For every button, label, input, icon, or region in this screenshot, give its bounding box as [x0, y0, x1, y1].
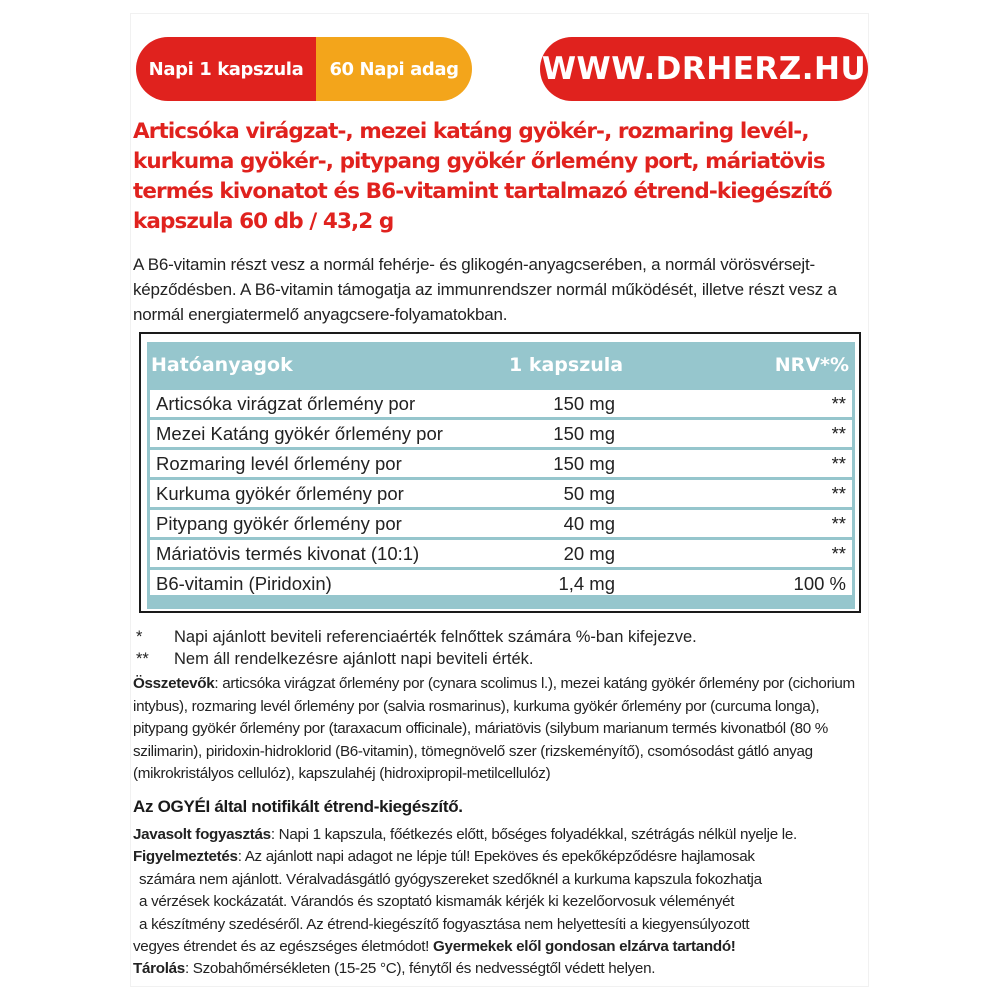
- storage-paragraph: [133, 958, 863, 980]
- row-name: B6-vitamin (Piridoxin): [156, 573, 332, 594]
- footnote-text: Napi ajánlott beviteli referenciaérték felnőttek számára %-ban kifejezve.: [174, 628, 697, 646]
- row-amount: 20 mg: [563, 543, 615, 564]
- table-row: [150, 390, 852, 417]
- row-amount: 150 mg: [553, 393, 615, 414]
- row-amount: 50 mg: [563, 483, 615, 504]
- dosage-text: : Napi 1 kapszula, főétkezés előtt, bőséges folyadékkal, szétrágás nélkül nyelje le.: [270, 826, 797, 843]
- ingredients-paragraph: [133, 673, 863, 786]
- product-title: Articsóka virágzat-, mezei katáng gyökér-, rozmaring levél-, kurkuma gyökér-, pitypang gyökér őrlemény port, máriatövis termés kivonatot és B6-vitamint tartalmazó étrend-kiegészítő kapszula 60 db / 43,2 g: [133, 119, 832, 234]
- warning-paragraph: [133, 846, 863, 868]
- warning-last-text: vegyes étrendet és az egészséges életmódot!: [133, 938, 434, 956]
- table-row: [150, 570, 852, 597]
- dosage-pill: [136, 37, 472, 101]
- usage-section: [133, 824, 863, 981]
- footnote-text: Nem áll rendelkezésre ajánlott napi beviteli érték.: [174, 650, 534, 668]
- ingredients-label: Összetevők: [133, 675, 215, 692]
- row-nrv: **: [831, 393, 846, 414]
- row-amount: 40 mg: [563, 513, 615, 534]
- row-amount: 150 mg: [553, 453, 615, 474]
- row-nrv: **: [831, 453, 846, 474]
- header-per-capsule: 1 kapszula: [509, 354, 624, 376]
- notified-statement: Az OGYÉI által notifikált étrend-kiegészítő.: [133, 797, 463, 816]
- storage-label: Tárolás: [133, 960, 185, 978]
- footnote-mark: **: [136, 650, 149, 668]
- row-nrv: **: [831, 483, 846, 504]
- warning-label: Figyelmeztetés: [133, 848, 238, 866]
- header-active-ingredients: Hatóanyagok: [151, 354, 293, 376]
- dosage-label: Javasolt fogyasztás: [133, 826, 271, 843]
- table-footer-bar: [147, 595, 855, 609]
- warning-final-line: [133, 936, 863, 958]
- warning-line: a vérzések kockázatát. Várandós és szoptató kismamák kérjék ki kezelőorvosuk véleményét: [139, 893, 735, 911]
- table-row: [150, 510, 852, 537]
- row-name: Rozmaring levél őrlemény por: [156, 453, 402, 474]
- footnotes: [136, 626, 866, 670]
- ingredients-table: [139, 332, 861, 613]
- table-row: [150, 420, 852, 447]
- daily-capsule-badge: Napi 1 kapszula: [136, 37, 316, 101]
- children-warning: Gyermekek elől gondosan elzárva tartandó!: [433, 938, 736, 956]
- warning-line: a készítmény szedéséről. Az étrend-kiegészítő fogyasztása nem helyettesíti a kiegyensúlyozott: [139, 915, 750, 933]
- header-nrv: NRV*%: [774, 354, 849, 376]
- table-row: [150, 540, 852, 567]
- row-name: Kurkuma gyökér őrlemény por: [156, 483, 404, 504]
- dosage-paragraph: [133, 824, 863, 846]
- portions-badge: 60 Napi adag: [316, 37, 472, 101]
- row-nrv: **: [831, 543, 846, 564]
- table-header: [147, 342, 855, 387]
- warning-line: számára nem ajánlott. Véralvadásgátló gyógyszereket szedőknél a kurkuma kapszula fokozhatja: [139, 870, 762, 888]
- row-name: Articsóka virágzat őrlemény por: [156, 393, 416, 414]
- row-name: Pitypang gyökér őrlemény por: [156, 513, 402, 534]
- row-name: Mezei Katáng gyökér őrlemény por: [156, 423, 443, 444]
- row-name: Máriatövis termés kivonat (10:1): [156, 543, 420, 564]
- footnote: [136, 648, 866, 670]
- table-row: [150, 480, 852, 507]
- footnote: [136, 626, 866, 648]
- intro-text: A B6-vitamin részt vesz a normál fehérje- és glikogén-anyagcserében, a normál vörösvérsejt-képződésben. A B6-vitamin támogatja az immunrendszer normál működését, illetve részt vesz a normál energiatermelő anyagcsere-folyamatokban.: [133, 255, 837, 324]
- table-row: [150, 450, 852, 477]
- row-nrv: **: [831, 513, 846, 534]
- row-amount: 150 mg: [553, 423, 615, 444]
- row-amount: 1,4 mg: [558, 573, 615, 594]
- ingredients-text: : articsóka virágzat őrlemény por (cynara scolimus l.), mezei katáng gyökér őrlemény por (cichorium intybus), rozmaring levél őrlemény por (salvia rosmarinus), kurkuma gyökér őrlemény por (curcuma longa), pitypang gyökér őrlemény por (taraxacum officinale), máriatövis (silybum marianum termés kivonatból (80 % szilimarin), piridoxin-hidroklorid (B6-vitamin), tömegnövelő szer (rizskeményítő), csomósodást gátló anyag (mikrokristályos cellulóz), kapszulahéj (hidroxipropil-metilcellulóz): [133, 675, 855, 782]
- product-label: [131, 14, 868, 986]
- row-nrv: 100 %: [793, 573, 846, 594]
- storage-text: : Szobahőmérsékleten (15-25 °C), fénytől és nedvességtől védett helyen.: [184, 960, 656, 978]
- footnote-mark: *: [136, 628, 143, 646]
- warning-line: : Az ajánlott napi adagot ne lépje túl! Epeköves és epekőképződésre hajlamosak: [237, 848, 755, 866]
- table-body: [147, 387, 855, 595]
- website-badge: WWW.DRHERZ.HU: [540, 37, 868, 101]
- row-nrv: **: [831, 423, 846, 444]
